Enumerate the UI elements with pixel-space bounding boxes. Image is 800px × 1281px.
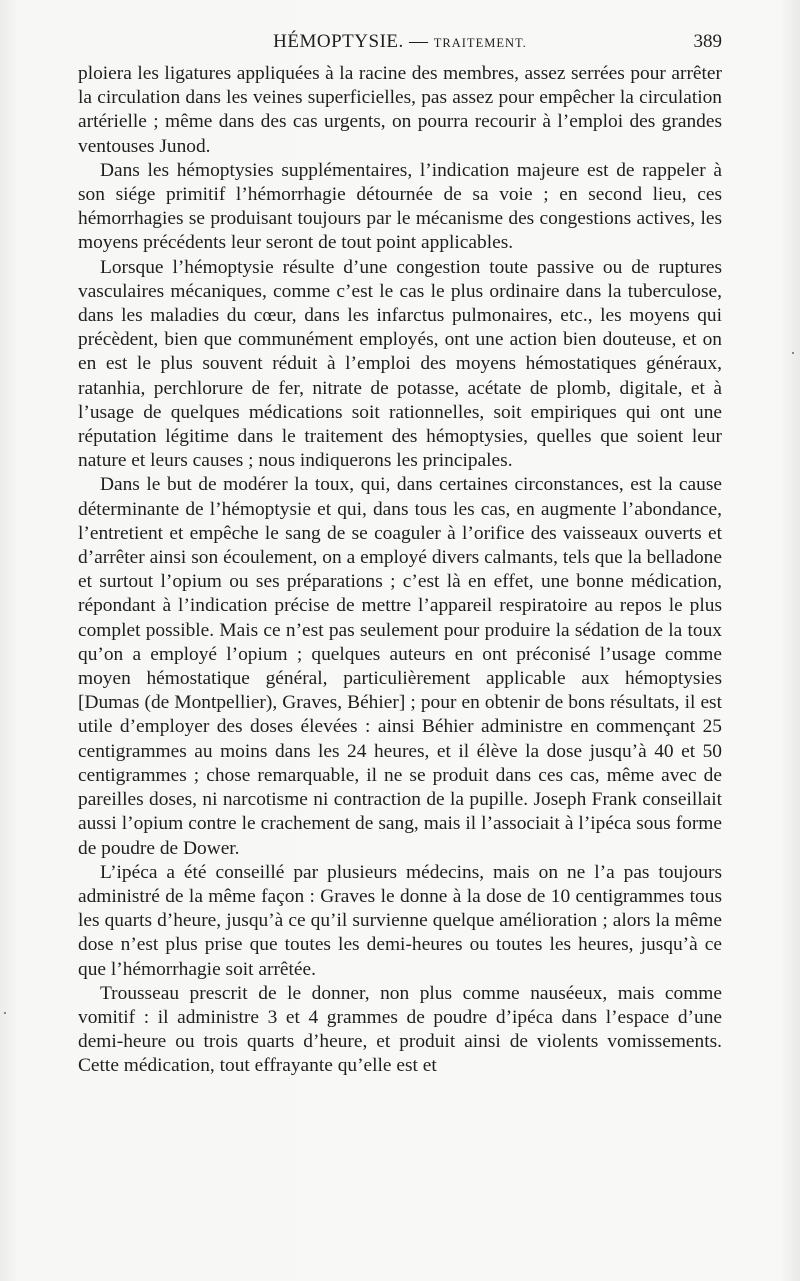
page-speck [792,352,794,354]
paragraph-ipeca: L’ipéca a été conseillé par plusieurs médecins, mais on ne l’a pas toujours administré de la même façon : Graves le donne à la dose de 10 centigrammes tous les quarts d’heure, jusqu’à ce qu’il survienne quelque amélioration ; alors la même dose n’est plus prise que toutes les demi-heures ou toutes les heures, jusqu’à ce que l’hémorrhagie soit arrêtée. [78,861,722,980]
running-head-title [78,31,722,53]
page-number: 389 [693,31,722,52]
page-speck [4,1012,6,1014]
paragraph-cough-opium: Dans le but de modérer la toux, qui, dans certaines circonstances, est la cause déterminante de l’hémoptysie et qui, dans tous les cas, en augmente l’abondance, l’entretient et empêche le sang de se coaguler à l’orifice des vaisseaux ouverts et d’arrêter ainsi son écoulement, on a employé divers calmants, tels que la belladone et surtout l’opium ou ses préparations ; c’est là en effet, une bonne médication, répondant à l’indication précise de mettre l’appareil respiratoire au repos le plus complet possible. Mais ce n’est pas seulement pour produire la sédation de la toux qu’on a employé l’opium ; quelques auteurs en ont préconisé l’usage comme moyen hémostatique général, particulièrement applicable aux hémoptysies [Dumas (de Montpellier), Graves, Béhier] ; pour en obtenir de bons résultats, il est utile d’employer des doses élevées : ainsi Béhier administre en commençant 25 centigrammes au moins dans les 24 heures, et il élève la dose jusqu’à 40 et 50 centigrammes ; chose remarquable, il ne se produit dans ces cas, même avec de pareilles doses, ni narcotisme ni contraction de la pupille. Joseph Frank conseillait aussi l’opium contre le crachement de sang, mais il l’associait à l’ipéca sous forme de poudre de Dower. [78,474,722,859]
paragraph-supplementary-hemoptysis: Dans les hémoptysies supplémentaires, l’indication majeure est de rappeler à son siége primitif l’hémorrhagie détournée de sa voie ; en second lieu, ces hémorrhagies se produisant toujours par le mécanisme des congestions actives, les moyens précédents leur seront de tout point applicables. [78,159,722,254]
section-subtitle: TRAITEMENT. [433,36,527,50]
paragraph-trousseau: Trousseau prescrit de le donner, non plus comme nauséeux, mais comme vomitif : il administre 3 et 4 grammes de poudre d’ipéca dans l’espace d’une demi-heure ou trois quarts d’heure, et produit ainsi de violents vomissements. Cette médication, tout effrayante qu’elle est et [78,982,722,1077]
body-text [78,62,722,1079]
running-head [78,31,722,55]
chapter-title: HÉMOPTYSIE. [273,31,404,52]
paragraph-continuation: ploiera les ligatures appliquées à la racine des membres, assez serrées pour arrêter la circulation dans les veines superficielles, pas assez pour empêcher la circulation artérielle ; même dans des cas urgents, on pourra recourir à l’emploi des grandes ventouses Junod. [78,63,722,157]
paragraph-passive-congestion: Lorsque l’hémoptysie résulte d’une congestion toute passive ou de ruptures vasculaires mécaniques, comme c’est le cas le plus ordinaire dans la tuberculose, dans les maladies du cœur, dans les infarctus pulmonaires, etc., les moyens qui précèdent, bien que communément employés, ont une action bien douteuse, et on en est le plus souvent réduit à l’emploi des moyens hémostatiques généraux, ratanhia, perchlorure de fer, nitrate de potasse, acétate de plomb, digitale, et à l’usage de quelques médications soit rationnelles, soit empiriques qui ont une réputation légitime dans le traitement des hémoptysies, quelles que soient leur nature et leurs causes ; nous indiquerons les principales. [78,256,722,472]
title-separator: — [409,31,429,52]
